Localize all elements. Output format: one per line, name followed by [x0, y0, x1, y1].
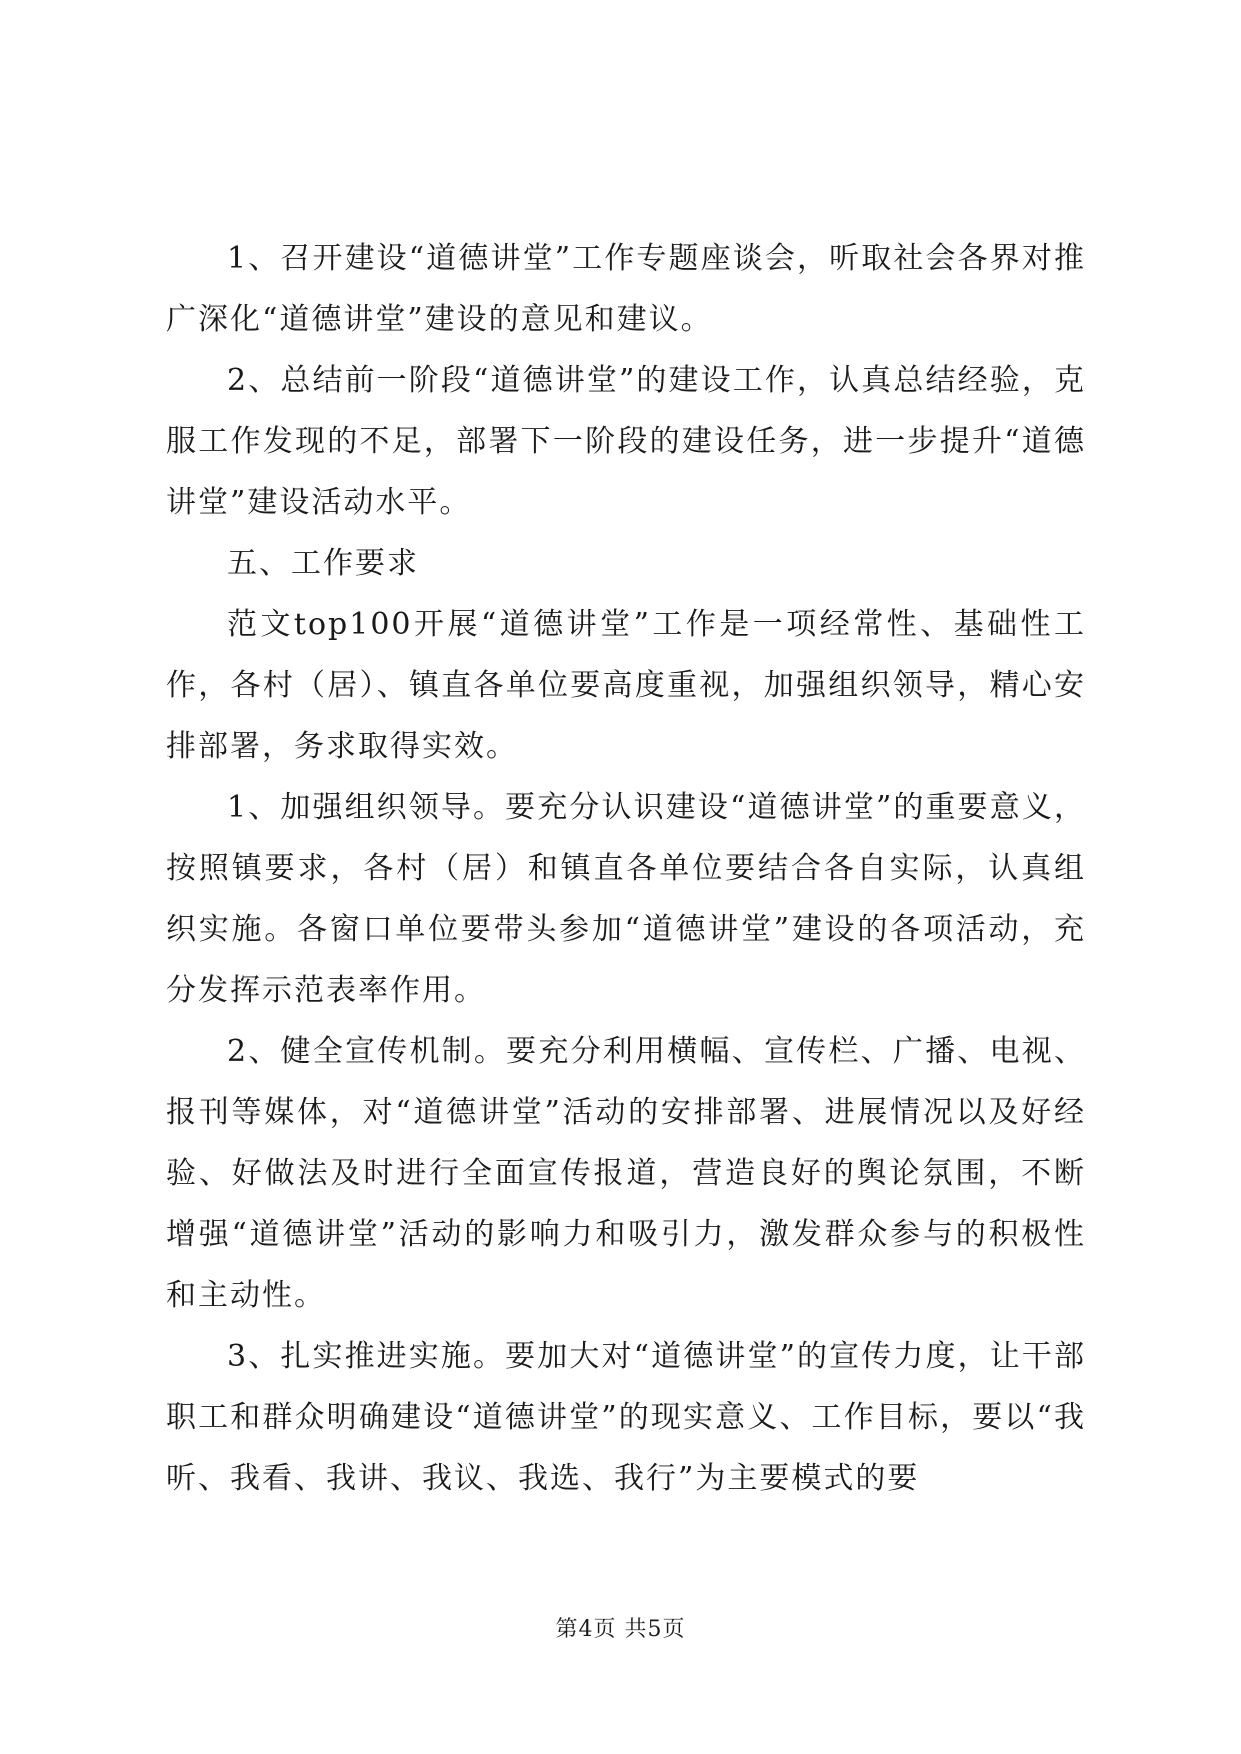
page-footer: 第4页 共5页 [555, 1617, 686, 1642]
document-body [166, 228, 1086, 1509]
paragraph-5: 2、健全宣传机制。要充分利用横幅、宣传栏、广播、电视、报刊等媒体，对“道德讲堂”活动的安排部署、进展情况以及好经验、好做法及时进行全面宣传报道，营造良好的舆论氛围，不断增强“道德讲堂”活动的影响力和吸引力，激发群众参与的积极性和主动性。 [166, 1034, 1086, 1313]
paragraph-6: 3、扎实推进实施。要加大对“道德讲堂”的宣传力度，让干部职工和群众明确建设“道德讲堂”的现实意义、工作目标，要以“我听、我看、我讲、我议、我选、我行”为主要模式的要 [166, 1339, 1086, 1496]
paragraph-4: 1、加强组织领导。要充分认识建设“道德讲堂”的重要意义，按照镇要求，各村（居）和镇直各单位要结合各自实际，认真组织实施。各窗口单位要带头参加“道德讲堂”建设的各项活动，充分发挥示范表率作用。 [166, 790, 1086, 1008]
paragraph-1: 1、召开建设“道德讲堂”工作专题座谈会，听取社会各界对推广深化“道德讲堂”建设的意见和建议。 [166, 241, 1086, 337]
paragraph-3: 范文top100开展“道德讲堂”工作是一项经常性、基础性工作，各村（居）、镇直各单位要高度重视，加强组织领导，精心安排部署，务求取得实效。 [166, 607, 1086, 764]
section-heading: 五、工作要求 [227, 546, 419, 581]
paragraph-2: 2、总结前一阶段“道德讲堂”的建设工作，认真总结经验，克服工作发现的不足，部署下一阶段的建设任务，进一步提升“道德讲堂”建设活动水平。 [166, 363, 1086, 520]
